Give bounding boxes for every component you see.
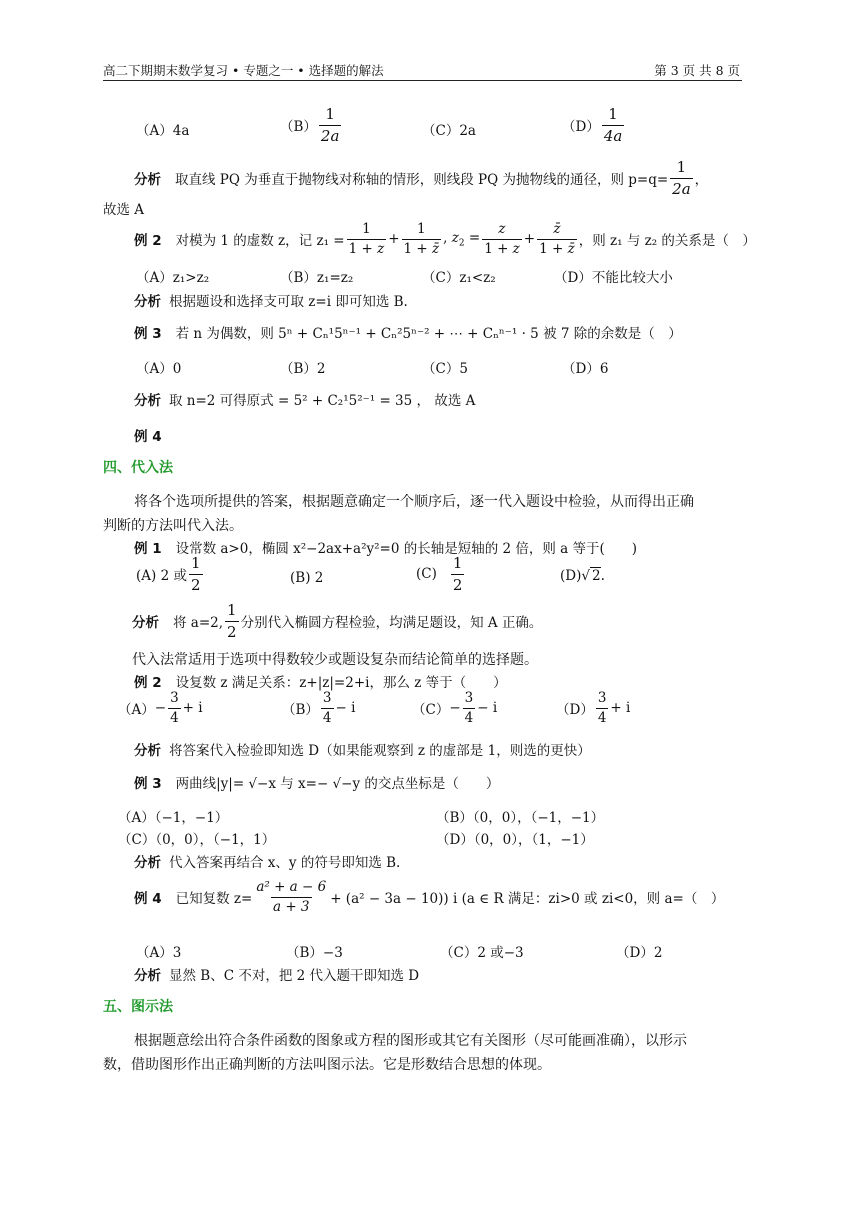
analysis-paragraph bbox=[134, 964, 419, 984]
analysis-label: 分析 bbox=[134, 968, 161, 984]
option-b-label: （B） bbox=[282, 702, 319, 719]
question-text-end: + (a² − 3a − 10)) i (a ∈ R 满足：zi>0 或 zi<0，则 a=（ ） bbox=[330, 891, 725, 908]
fraction bbox=[225, 602, 239, 640]
denominator: a + 3 bbox=[272, 898, 310, 915]
fraction bbox=[168, 691, 181, 726]
option-b: (B) 2 bbox=[290, 570, 324, 586]
imaginary-term: − i bbox=[335, 700, 356, 717]
analysis-label: 分析 bbox=[134, 172, 161, 188]
denominator: 2 bbox=[227, 622, 237, 641]
example-2-question: 例 2 对模为 1 的虚数 z，记 z₁ = $\frac{1}{1 + z}$ + $\frac{1}{1 + z̄}$ , $z_2$ = $\frac{z}{1 + z}$ + $\frac{z̄}{1 + z̄}$ ，则 z₁ 与 z₂ 的关系是（ ） bbox=[134, 221, 756, 257]
option-d bbox=[562, 106, 626, 144]
radicand: 2 bbox=[591, 568, 601, 584]
option-d: （D）6 bbox=[562, 361, 609, 377]
option-c bbox=[412, 691, 497, 726]
numerator: 3 bbox=[597, 690, 607, 706]
option-b-label: （B） bbox=[280, 119, 317, 135]
denominator: 2 bbox=[452, 575, 463, 594]
minus-sign: − bbox=[154, 700, 167, 717]
option-d: （D）（0，0），（1，−1） bbox=[436, 832, 594, 848]
example-label: 例 3 bbox=[134, 776, 162, 792]
analysis-label: 分析 bbox=[134, 294, 161, 310]
section-intro: 判断的方法叫代入法。 bbox=[103, 518, 243, 534]
fraction bbox=[254, 880, 328, 915]
fraction bbox=[463, 691, 476, 726]
option-c-label: (C) bbox=[416, 566, 437, 582]
question-text: 若 n 为偶数，则 5ⁿ + Cₙ¹5ⁿ⁻¹ + Cₙ²5ⁿ⁻² + ⋯ + Cₙⁿ⁻¹ · 5 被 7 除的余数是（ ） bbox=[175, 326, 682, 342]
analysis-label: 分析 bbox=[134, 393, 161, 409]
question-text: 两曲线|y|= √−x 与 x=− √−y 的交点坐标是（ ） bbox=[175, 776, 500, 792]
option-b bbox=[282, 691, 355, 726]
analysis-text: 显然 B、C 不对，把 2 代入题干即知选 D bbox=[169, 968, 420, 984]
section-intro: 将各个选项所提供的答案，根据题意确定一个顺序后，逐一代入题设中检验，从而得出正确 bbox=[134, 494, 694, 510]
example-3-question bbox=[134, 322, 682, 342]
example-label: 例 2 bbox=[134, 233, 162, 250]
numerator: 3 bbox=[170, 690, 179, 706]
fraction bbox=[319, 106, 342, 144]
analysis-label: 分析 bbox=[134, 743, 161, 759]
example-label: 例 4 bbox=[134, 429, 162, 445]
denominator: 4 bbox=[464, 709, 474, 726]
option-c-label: （C） bbox=[412, 702, 450, 719]
analysis-tail: ， bbox=[694, 172, 709, 188]
denominator: 4a bbox=[603, 126, 623, 145]
numerator: 3 bbox=[464, 690, 474, 706]
example-2-question bbox=[134, 671, 507, 691]
denominator: 4 bbox=[597, 709, 607, 726]
option-b: （B）z₁=z₂ bbox=[280, 270, 354, 286]
question-text: 对模为 1 的虚数 z，记 z₁ = bbox=[175, 233, 345, 250]
option-a: （A）（−1，−1） bbox=[118, 810, 229, 826]
option-c: （C）2a bbox=[422, 123, 476, 139]
analysis-text: 取 n=2 可得原式 = 5² + C₂¹5²⁻¹ = 35 ， 故选 A bbox=[169, 393, 476, 409]
option-c: （C）5 bbox=[422, 361, 468, 377]
question-text-end: ，则 z₁ 与 z₂ 的关系是（ ） bbox=[578, 233, 756, 250]
option-d bbox=[556, 691, 630, 726]
imaginary-term: − i bbox=[477, 700, 498, 717]
analysis-text: 将答案代入检验即知选 D（如果能观察到 z 的虚部是 1，则选的更快） bbox=[169, 743, 591, 759]
example-1-question bbox=[134, 537, 637, 557]
page-header-title: 高二下期期末数学复习 • 专题之一 • 选择题的解法 bbox=[103, 63, 384, 78]
option-d-label: （D） bbox=[562, 119, 600, 135]
option-b bbox=[280, 106, 343, 144]
fraction: $\frac{1}{1 + z}$ bbox=[348, 221, 385, 257]
option-d: (D)√ 2. bbox=[560, 568, 605, 584]
numerator: a² + a − 6 bbox=[256, 879, 327, 895]
option-d-label: (D) bbox=[560, 568, 582, 584]
section-intro: 数，借助图形作出正确判断的方法叫图示法。它是形数结合思想的体现。 bbox=[103, 1057, 551, 1073]
numerator: 1 bbox=[608, 105, 618, 123]
imaginary-term: + i bbox=[610, 700, 631, 717]
analysis-conclusion: 故选 A bbox=[103, 202, 145, 218]
section-intro: 根据题意绘出符合条件函数的图象或方程的图形或其它有关图形（尽可能画准确），以形示 bbox=[134, 1033, 687, 1049]
analysis-paragraph bbox=[134, 159, 708, 197]
example-label: 例 3 bbox=[134, 326, 162, 342]
page-number: 第 3 页 共 8 页 bbox=[654, 63, 740, 78]
example-4-question bbox=[134, 880, 724, 915]
section-title: 五、图示法 bbox=[103, 999, 173, 1015]
note: 代入法常适用于选项中得数较少或题设复杂而结论简单的选择题。 bbox=[132, 652, 538, 668]
numerator: 1 bbox=[325, 105, 335, 123]
option-d: （D）不能比较大小 bbox=[554, 270, 673, 286]
fraction bbox=[602, 106, 625, 144]
analysis-label: 分析 bbox=[132, 615, 159, 631]
question-text: 设复数 z 满足关系：z+|z|=2+i，那么 z 等于（ ） bbox=[175, 675, 507, 691]
period: . bbox=[600, 568, 605, 584]
analysis-text: 取直线 PQ 为垂直于抛物线对称轴的情形，则线段 PQ 为抛物线的通径，则 p=q= bbox=[175, 172, 669, 188]
numerator: 1 bbox=[227, 601, 237, 619]
option-b: （B）2 bbox=[280, 361, 326, 377]
question-text: 设常数 a>0，椭圆 x²−2ax+a²y²=0 的长轴是短轴的 2 倍，则 a 等于( ) bbox=[175, 541, 638, 557]
header-divider bbox=[103, 80, 742, 81]
option-a: （A）z₁>z₂ bbox=[136, 270, 210, 286]
numerator: 1 bbox=[452, 554, 463, 572]
example-3-question bbox=[134, 772, 499, 792]
analysis-paragraph bbox=[134, 389, 475, 409]
question-text: 已知复数 z= bbox=[175, 891, 253, 908]
analysis-text: 代入答案再结合 x、y 的符号即知选 B. bbox=[169, 855, 401, 871]
analysis-paragraph bbox=[134, 290, 408, 310]
example-label: 例 1 bbox=[134, 541, 162, 557]
fraction bbox=[189, 555, 203, 593]
fraction: $\frac{z̄}{1 + z̄}$ bbox=[539, 221, 575, 257]
denominator: 4 bbox=[170, 709, 179, 726]
fraction bbox=[451, 555, 465, 593]
option-a bbox=[118, 691, 203, 726]
analysis-text: 将 a=2, bbox=[173, 615, 224, 631]
numerator: 1 bbox=[190, 554, 201, 572]
analysis-paragraph bbox=[134, 739, 591, 759]
analysis-paragraph bbox=[134, 851, 400, 871]
option-d-label: （D） bbox=[556, 702, 594, 719]
option-c: （C）z₁<z₂ bbox=[422, 270, 496, 286]
minus-sign: − bbox=[449, 700, 461, 717]
numerator: 1 bbox=[676, 158, 687, 176]
fraction: $\frac{1}{1 + z̄}$ bbox=[403, 221, 440, 257]
fraction bbox=[596, 691, 609, 726]
option-a-label: （A） bbox=[118, 702, 155, 719]
option-a: （A）0 bbox=[136, 361, 182, 377]
option-a: （A）3 bbox=[136, 945, 182, 961]
analysis-label: 分析 bbox=[134, 855, 161, 871]
denominator: 2a bbox=[320, 126, 340, 145]
example-label: 例 4 bbox=[134, 891, 162, 908]
option-c: （C）2 或−3 bbox=[440, 945, 524, 961]
fraction: $\frac{z}{1 + z}$ bbox=[484, 221, 520, 257]
numerator: 3 bbox=[322, 690, 332, 706]
fraction bbox=[670, 159, 693, 197]
analysis-paragraph bbox=[132, 602, 542, 640]
option-d: （D）2 bbox=[616, 945, 663, 961]
section-title: 四、代入法 bbox=[103, 460, 173, 476]
option-c: （C）（0，0），（−1，1） bbox=[118, 832, 276, 848]
option-b: （B）（0，0），（−1，−1） bbox=[436, 810, 605, 826]
fraction bbox=[321, 691, 334, 726]
option-a-label: (A) 2 或 bbox=[136, 568, 187, 584]
analysis-text-end: 分别代入椭圆方程检验，均满足题设，知 A 正确。 bbox=[240, 615, 543, 631]
denominator: 2a bbox=[672, 179, 691, 198]
option-b: （B）−3 bbox=[286, 945, 343, 961]
denominator: 4 bbox=[322, 709, 332, 726]
denominator: 2 bbox=[190, 575, 201, 594]
analysis-text: 根据题设和选择支可取 z=i 即可知选 B. bbox=[169, 294, 408, 310]
option-a bbox=[136, 555, 205, 593]
imaginary-term: + i bbox=[182, 700, 203, 717]
example-label: 例 2 bbox=[134, 675, 162, 691]
option-c bbox=[416, 555, 466, 593]
option-a: （A）4a bbox=[136, 123, 190, 139]
